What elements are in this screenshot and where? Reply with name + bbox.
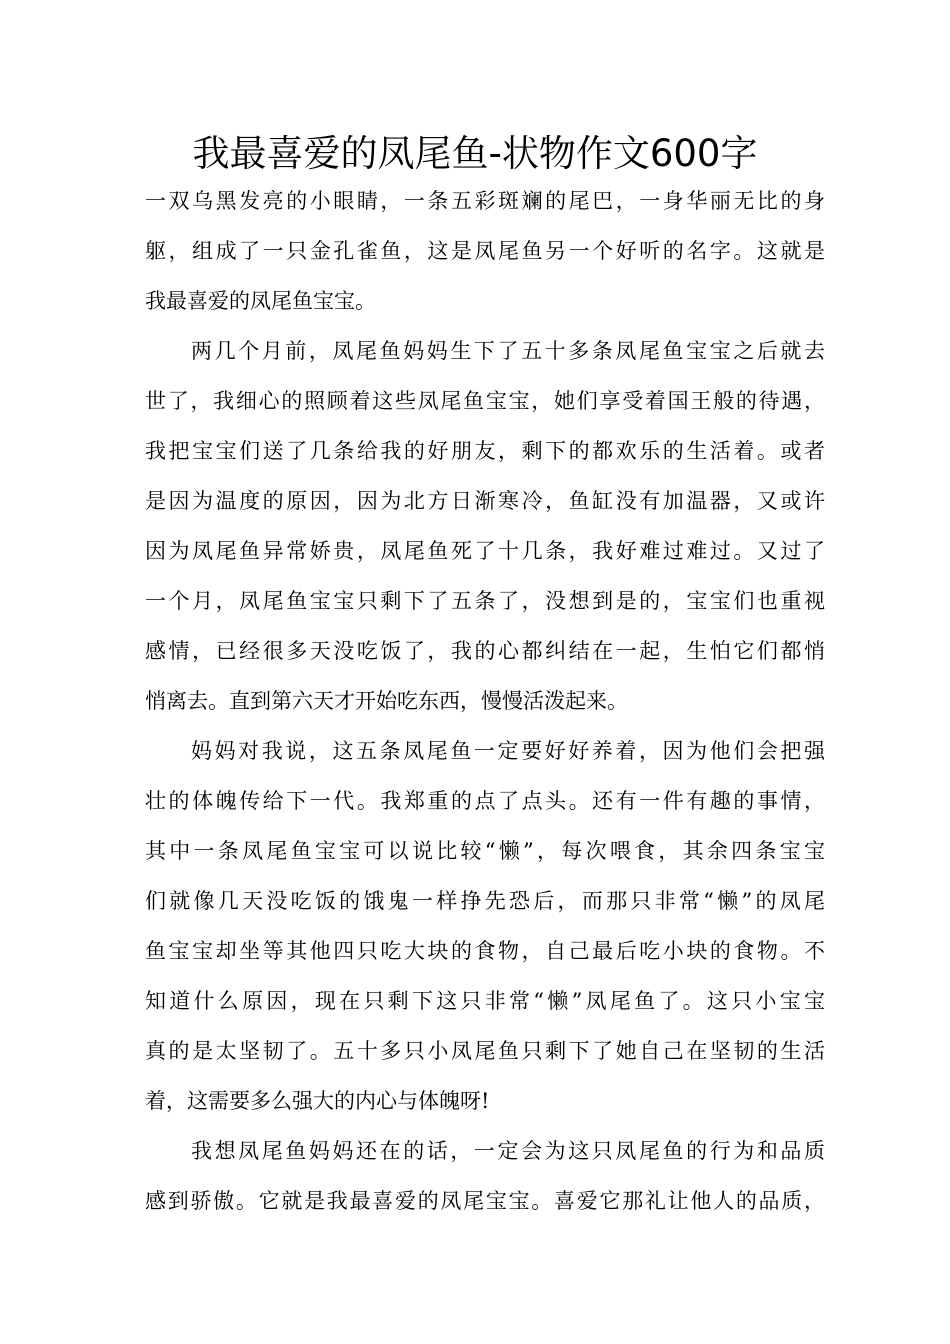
- paragraph-3: [145, 726, 825, 1126]
- text-line: 躯，组成了一只金孔雀鱼，这是凤尾鱼另一个好听的名字。这就是: [145, 239, 825, 263]
- document-body: [145, 176, 825, 1226]
- text-line: 一双乌黑发亮的小眼睛，一条五彩斑斓的尾巴，一身华丽无比的身: [145, 189, 825, 213]
- text-line: 鱼宝宝却坐等其他四只吃大块的食物，自己最后吃小块的食物。不: [145, 939, 825, 963]
- text-line: 因为凤尾鱼异常娇贵，凤尾鱼死了十几条，我好难过难过。又过了: [145, 539, 825, 563]
- text-line: 悄离去。直到第六天才开始吃东西，慢慢活泼起来。: [145, 689, 628, 713]
- text-line: 我最喜爱的凤尾鱼宝宝。: [145, 289, 376, 313]
- text-line: 知道什么原因，现在只剩下这只非常“懒”凤尾鱼了。这只小宝宝: [145, 989, 825, 1013]
- paragraph-1: [145, 176, 825, 326]
- text-line: 真的是太坚韧了。五十多只小凤尾鱼只剩下了她自己在坚韧的生活: [145, 1039, 825, 1063]
- text-line: 我把宝宝们送了几条给我的好朋友，剩下的都欢乐的生活着。或者: [145, 439, 825, 463]
- text-line: 们就像几天没吃饭的饿鬼一样挣先恐后，而那只非常“懒”的凤尾: [145, 889, 825, 913]
- text-line: 感情，已经很多天没吃饭了，我的心都纠结在一起，生怕它们都悄: [145, 639, 825, 663]
- text-line: 妈妈对我说，这五条凤尾鱼一定要好好养着，因为他们会把强: [191, 739, 825, 763]
- text-line: 是因为温度的原因，因为北方日渐寒冷，鱼缸没有加温器，又或许: [145, 489, 825, 513]
- text-line: 一个月，凤尾鱼宝宝只剩下了五条了，没想到是的，宝宝们也重视: [145, 589, 825, 613]
- text-line: 其中一条凤尾鱼宝宝可以说比较“懒”，每次喂食，其余四条宝宝: [145, 839, 825, 863]
- text-line: 我想凤尾鱼妈妈还在的话，一定会为这只凤尾鱼的行为和品质: [191, 1139, 825, 1163]
- text-line: 壮的体魄传给下一代。我郑重的点了点头。还有一件有趣的事情，: [145, 789, 825, 813]
- paragraph-4: [145, 1126, 825, 1226]
- text-line: 着，这需要多么强大的内心与体魄呀!: [145, 1089, 490, 1113]
- text-line: 感到骄傲。它就是我最喜爱的凤尾宝宝。喜爱它那礼让他人的品质，: [145, 1189, 825, 1213]
- text-line: 两几个月前，凤尾鱼妈妈生下了五十多条凤尾鱼宝宝之后就去: [191, 339, 825, 363]
- paragraph-2: [145, 326, 825, 726]
- document-title: 我最喜爱的凤尾鱼-状物作文600字: [192, 132, 758, 175]
- text-line: 世了，我细心的照顾着这些凤尾鱼宝宝，她们享受着国王般的待遇，: [145, 389, 825, 413]
